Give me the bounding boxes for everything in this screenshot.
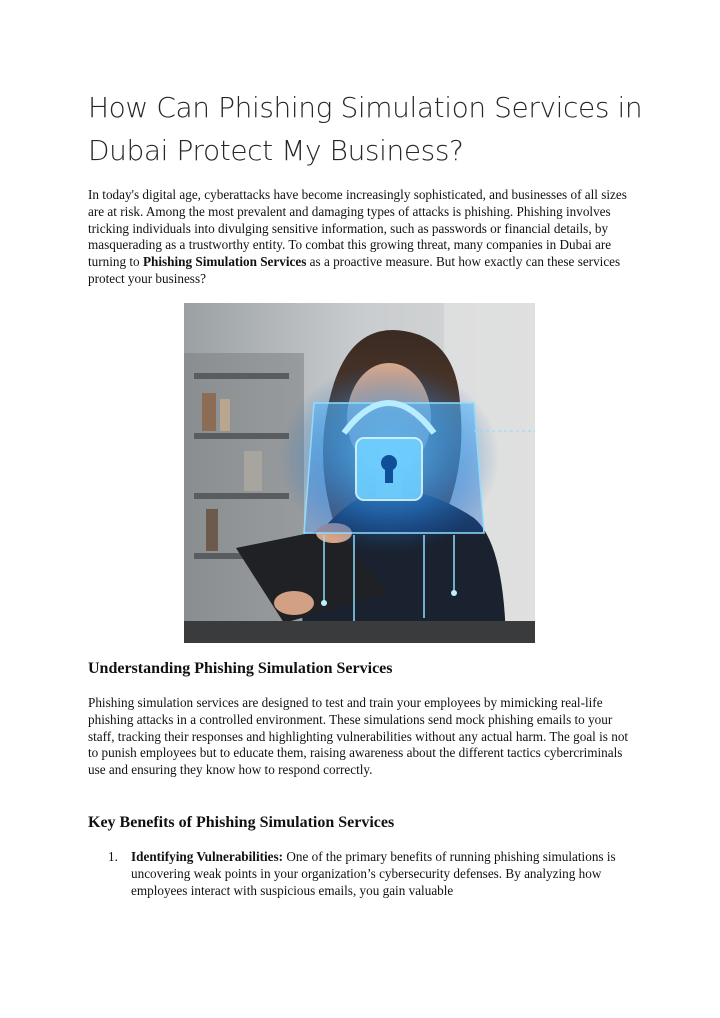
list-item <box>108 849 638 899</box>
hero-image <box>184 303 535 643</box>
section-heading-benefits: Key Benefits of Phishing Simulation Services <box>88 814 395 831</box>
intro-text-after: as a proactive measure. But how exactly can these services protect your business? <box>88 254 621 286</box>
list-item-text: One of the primary benefits of running phishing simulations is uncovering weak points in your organization’s cybersecurity defenses. By analyzing how employees interact with suspicious emails, you gain valuable <box>131 849 616 898</box>
intro-bold-link-text: Phishing Simulation Services <box>142 254 307 270</box>
intro-paragraph <box>88 187 638 288</box>
benefits-list <box>108 849 638 899</box>
list-item-number: 1. <box>108 849 118 864</box>
understanding-paragraph: Phishing simulation services are designed to test and train your employees by mimicking real-life phishing attacks in a controlled environment. These simulations send mock phishing emails to your staff, tracking their responses and highlighting vulnerabilities without any actual harm. The goal is not to punish employees but to educate them, raising awareness about the different tactics cybercriminals use and ensuring they know how to respond correctly. <box>88 695 629 778</box>
page-title: How Can Phishing Simulation Services in Dubai Protect My Business? <box>88 91 643 167</box>
list-item-title: Identifying Vulnerabilities: <box>131 849 284 864</box>
intro-text-before: In today's digital age, cyberattacks have become increasingly sophisticated, and businesses of all sizes are at risk. Among the most prevalent and damaging types of attacks is phishing. Phishing involves tricking individuals into divulging sensitive information, such as passwords or financial details, by masquerading as a trustworthy entity. To combat this growing threat, many companies in Dubai are turning to <box>88 187 627 270</box>
section-heading-understanding: Understanding Phishing Simulation Services <box>88 660 393 677</box>
